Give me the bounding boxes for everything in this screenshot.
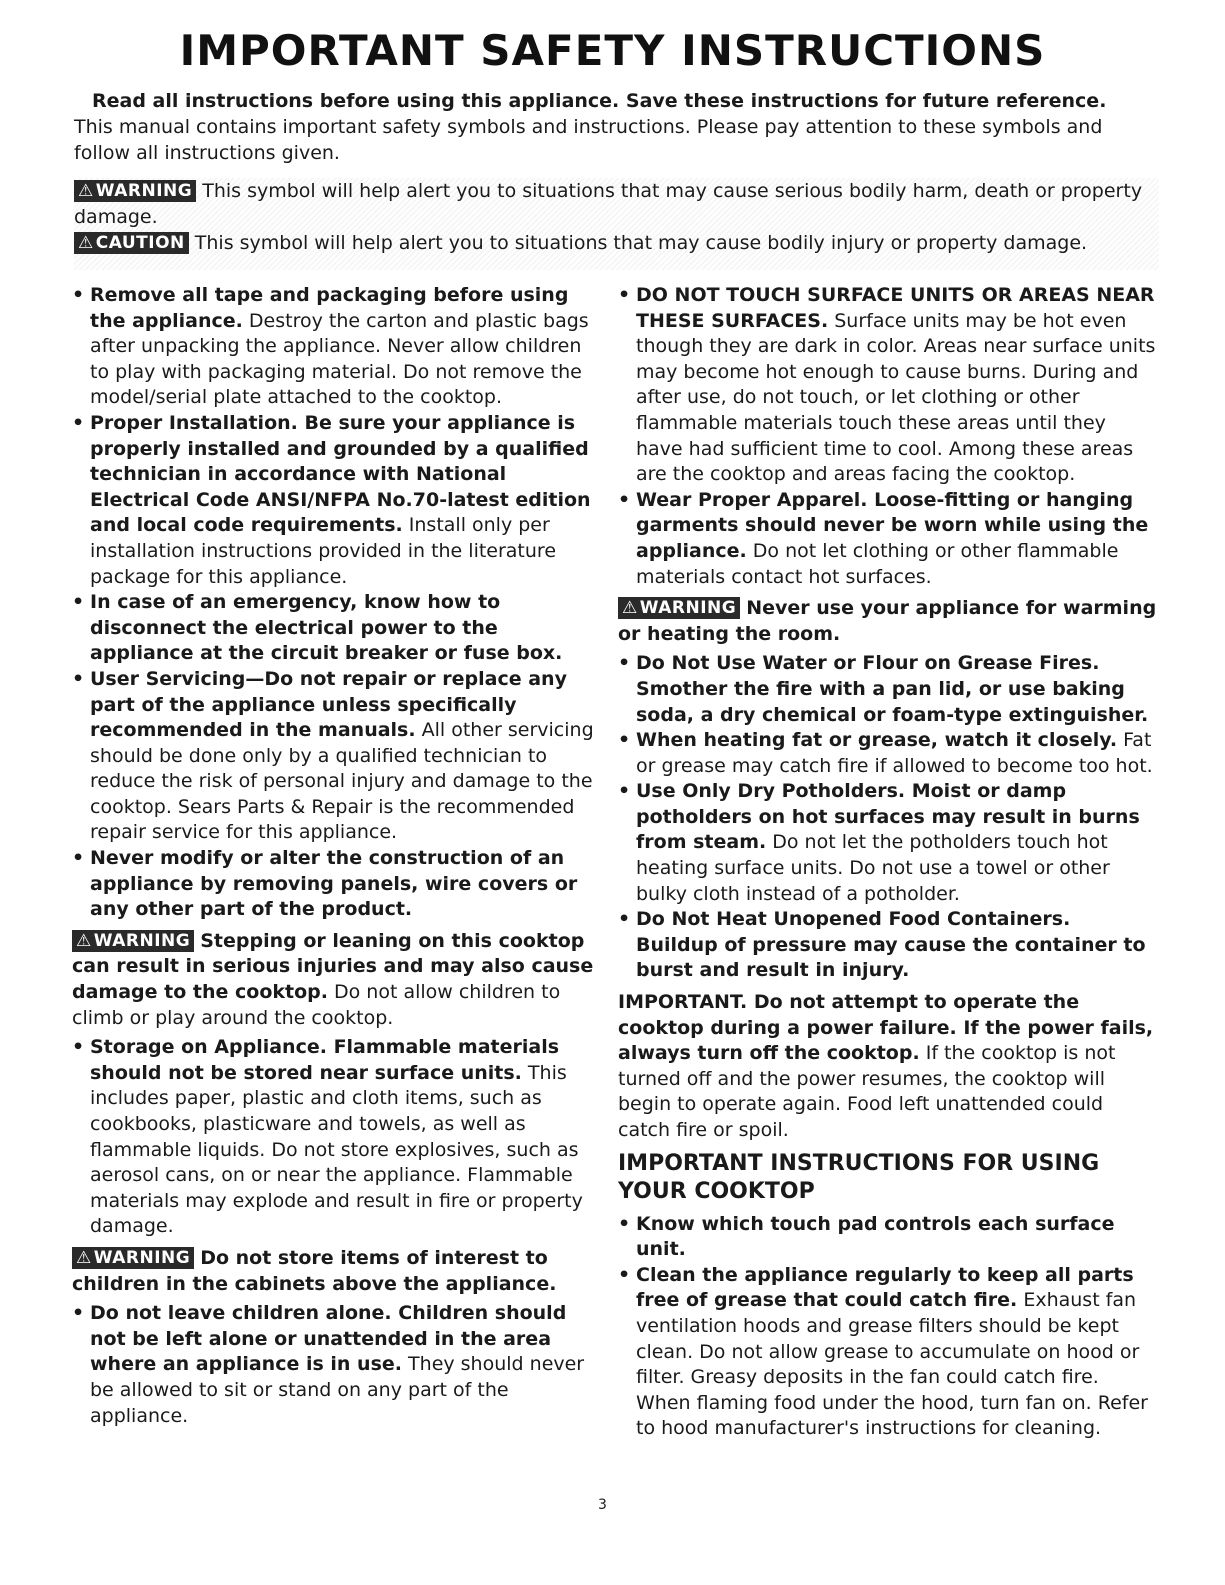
item-text: Install only per installation instructions provided in the literature package for this appliance. xyxy=(90,514,557,588)
item-bold: Storage on Appliance. Flammable materials should not be stored near surface units. xyxy=(90,1036,560,1084)
important-paragraph xyxy=(618,990,1158,1144)
item-bold: Know which touch pad controls each surface unit. xyxy=(636,1212,1115,1261)
list-item xyxy=(72,1035,602,1240)
item-text: Surface units may be hot even though they are dark in color. Areas near surface units may become hot enough to cause burns. During and after use, do not touch, or let clothing or other flammable materials touch these areas until they have had sufficient time to cool. Among these areas are the cooktop and areas facing the cooktop. xyxy=(636,309,1156,486)
item-text: Destroy the carton and plastic bags after unpacking the appliance. Never allow children to play with packaging material. Do not remove the model/serial plate attached to the cooktop. xyxy=(90,309,589,409)
caution-symbol-text: This symbol will help alert you to situations that may cause bodily injury or property damage. xyxy=(194,232,1088,254)
item-bold: Do not leave children alone. Children should not be left alone or unattended in the area where an appliance is in use. xyxy=(90,1302,567,1376)
page-number: 3 xyxy=(598,1497,607,1513)
warning-paragraph xyxy=(618,596,1158,647)
warning-triangle-icon: ⚠ xyxy=(78,181,94,201)
warning-bold: Do not store items of interest to children in the cabinets above the appliance. xyxy=(72,1246,557,1295)
caution-badge-label: CAUTION xyxy=(95,233,185,253)
warning-triangle-icon: ⚠ xyxy=(76,1247,92,1268)
important-bold: IMPORTANT. Do not attempt to operate the cooktop during a power failure. If the power fails, always turn off the cooktop. xyxy=(618,991,1154,1065)
list-item xyxy=(72,283,602,411)
intro-text: This manual contains important safety symbols and instructions. Please pay attention to these symbols and follow all instructions given. xyxy=(74,116,1103,164)
warning-bold: Never use your appliance for warming or heating the room. xyxy=(618,597,1157,645)
warning-paragraph xyxy=(72,1246,602,1297)
list-item xyxy=(72,411,602,590)
warning-badge-label: WARNING xyxy=(93,930,191,951)
section-heading: IMPORTANT INSTRUCTIONS FOR USING YOUR COOKTOP xyxy=(618,1150,1100,1204)
list-item xyxy=(618,1212,1158,1263)
item-bold: Use Only Dry Potholders. Moist or damp potholders on hot surfaces may result in burns from steam. xyxy=(636,780,1140,854)
item-bold: Remove all tape and packaging before using the appliance. xyxy=(90,284,569,332)
list-item xyxy=(72,590,602,667)
list-item xyxy=(618,779,1158,907)
list-item xyxy=(72,846,602,923)
list-item xyxy=(618,488,1158,590)
item-text: Fat or grease may catch fire if allowed to become too hot. xyxy=(636,729,1153,777)
warning-badge xyxy=(74,180,196,202)
warning-symbol-text: This symbol will help alert you to situations that may cause serious bodily harm, death or property damage. xyxy=(74,180,1143,228)
item-bold: Clean the appliance regularly to keep all parts free of grease that could catch fire. xyxy=(636,1263,1134,1312)
item-bold: Proper Installation. Be sure your appliance is properly installed and grounded by a qualified technician in accordance with National Electrical Code ANSI/NFPA No.70-latest edition and local code requirements. xyxy=(90,411,591,537)
item-text: Do not let clothing or other flammable materials contact hot surfaces. xyxy=(636,539,1119,588)
item-bold: DO NOT TOUCH SURFACE UNITS OR AREAS NEAR THESE SURFACES. xyxy=(636,284,1155,332)
intro xyxy=(74,88,1159,166)
warning-triangle-icon: ⚠ xyxy=(76,930,92,951)
caution-symbol-line xyxy=(74,230,1159,256)
warning-paragraph xyxy=(72,929,602,1031)
warning-badge xyxy=(618,597,740,619)
item-text: This includes paper, plastic and cloth items, such as cookbooks, plasticware and towels, as well as flammable liquids. Do not store explosives, such as aerosol cans, on or near the appliance. Flammable materials may explode and result in fire or property damage. xyxy=(90,1061,583,1238)
important-text: If the cooktop is not turned off and the power resumes, the cooktop will begin to operate again. Food left unattended could catch fire or spoil. xyxy=(618,1042,1116,1141)
warning-badge-label: WARNING xyxy=(93,1247,191,1268)
item-text: Do not let the potholders touch hot heating surface units. Do not use a towel or other bulky cloth instead of a potholder. xyxy=(636,831,1110,905)
symbol-legend xyxy=(74,178,1159,270)
item-text: Exhaust fan ventilation hoods and grease filters should be kept clean. Do not allow grease to accumulate on hood or filter. Greasy deposits in the fan could catch fire. When flaming food under the hood, turn fan on. Refer to hood manufacturer's instructions for cleaning. xyxy=(636,1289,1148,1440)
warning-bold: Stepping or leaning on this cooktop can result in serious injuries and may also cause damage to the cooktop. xyxy=(72,929,594,1004)
list-item xyxy=(618,907,1158,984)
item-text: They should never be allowed to sit or stand on any part of the appliance. xyxy=(90,1353,585,1427)
caution-badge xyxy=(74,232,189,254)
item-bold: User Servicing—Do not repair or replace any part of the appliance unless specifically recommended in the manuals. xyxy=(90,667,567,742)
list-item xyxy=(72,667,602,846)
item-bold: Never modify or alter the construction of an appliance by removing panels, wire covers or any other part of the product. xyxy=(90,847,578,921)
item-bold: Do Not Use Water or Flour on Grease Fires. Smother the fire with a pan lid, or use baking soda, a dry chemical or foam-type extinguisher. xyxy=(636,652,1149,726)
item-text: All other servicing should be done only by a qualified technician to reduce the risk of personal injury and damage to the cooktop. Sears Parts & Repair is the recommended repair service for this appliance. xyxy=(90,719,594,844)
list-item xyxy=(618,728,1158,779)
right-column xyxy=(618,283,1158,1442)
item-bold: Wear Proper Apparel. Loose-fitting or hanging garments should never be worn while using the appliance. xyxy=(636,488,1149,562)
warning-text: Do not allow children to climb or play around the cooktop. xyxy=(72,981,561,1029)
list-item xyxy=(618,283,1158,488)
warning-badge xyxy=(72,1247,194,1269)
item-bold: Do Not Heat Unopened Food Containers. Buildup of pressure may cause the container to burst and result in injury. xyxy=(636,908,1146,982)
intro-bold-text: Read all instructions before using this appliance. Save these instructions for future reference. xyxy=(92,90,1107,112)
page-title: IMPORTANT SAFETY INSTRUCTIONS xyxy=(179,26,1046,75)
warning-badge-label: WARNING xyxy=(639,598,737,619)
warning-triangle-icon: ⚠ xyxy=(622,598,638,619)
caution-triangle-icon: ⚠ xyxy=(78,233,94,253)
warning-badge-label: WARNING xyxy=(95,181,193,201)
list-item xyxy=(618,1263,1158,1442)
warning-badge xyxy=(72,930,194,952)
item-bold: In case of an emergency, know how to disconnect the electrical power to the appliance at the circuit breaker or fuse box. xyxy=(90,591,563,665)
warning-symbol-line xyxy=(74,178,1159,230)
left-column xyxy=(72,283,602,1429)
item-bold: When heating fat or grease, watch it closely. xyxy=(636,729,1118,752)
list-item xyxy=(618,651,1158,728)
list-item xyxy=(72,1301,602,1429)
